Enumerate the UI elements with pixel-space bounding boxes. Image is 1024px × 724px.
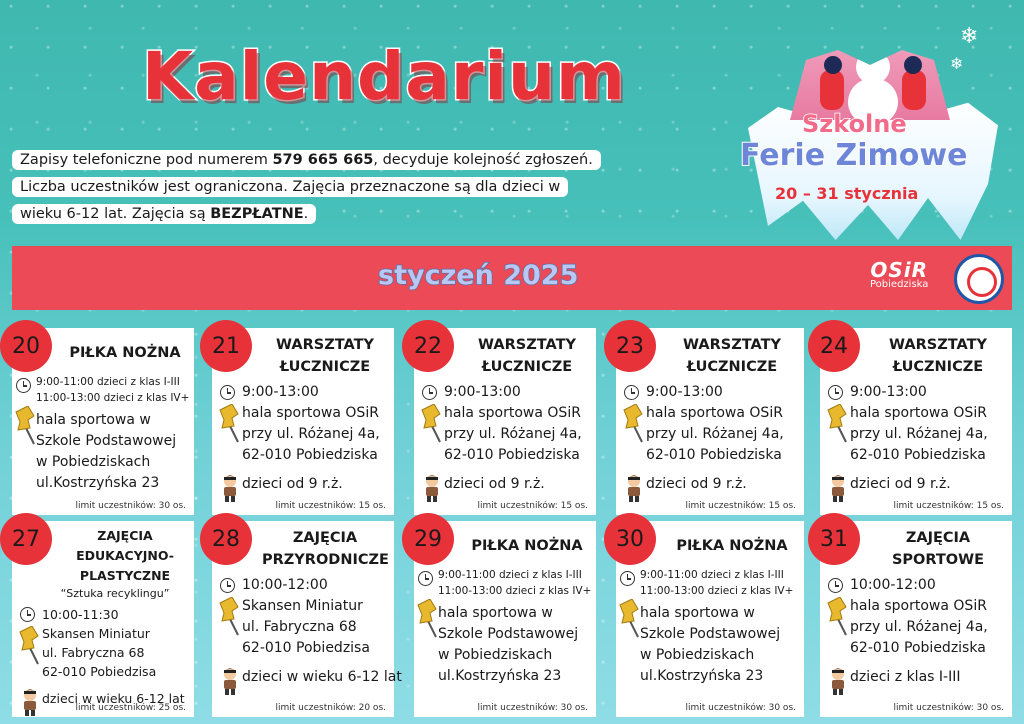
location-line: 62-010 Pobiedziska xyxy=(850,640,986,656)
snowflake-icon: ❄ xyxy=(960,24,979,49)
audience-line: dzieci w wieku 6-12 lat xyxy=(242,669,402,685)
activity-title: PRZYRODNICZE xyxy=(262,552,389,568)
activity-title: WARSZTATY xyxy=(478,337,576,353)
activity-title: EDUKACYJNO- xyxy=(76,548,174,563)
location-line: Skansen Miniatur xyxy=(42,626,150,641)
phone-number: 579 665 665 xyxy=(272,152,374,168)
location-line: hala sportowa OSiR xyxy=(646,405,783,421)
day-number: 27 xyxy=(0,513,52,565)
activity-title: WARSZTATY xyxy=(683,337,781,353)
activity-title: PIŁKA NOŻNA xyxy=(69,345,181,361)
activity-title: PLASTYCZNE xyxy=(79,568,171,583)
activity-title: ZAJĘCIA xyxy=(97,528,153,543)
location-line: hala sportowa OSiR xyxy=(242,405,379,421)
location-line: hala sportowa OSiR xyxy=(850,598,987,614)
location-line: w Pobiedziskach xyxy=(36,454,151,470)
pushpin-icon xyxy=(218,597,244,637)
child-icon xyxy=(220,667,240,695)
location-line: w Pobiedziskach xyxy=(640,647,755,663)
info-line-3: wieku 6-12 lat. Zajęcia są BEZPŁATNE. xyxy=(12,204,316,224)
location-line: 62-010 Pobiedziska xyxy=(646,447,782,463)
participant-limit: limit uczestników: 15 os. xyxy=(685,501,796,511)
participant-limit: limit uczestników: 15 os. xyxy=(275,501,386,511)
info-line-2: Liczba uczestników jest ograniczona. Zajęcia przeznaczone są dla dzieci w xyxy=(12,177,568,197)
clock-icon xyxy=(220,385,235,400)
location-line: ul.Kostrzyńska 23 xyxy=(438,668,562,684)
participant-limit: limit uczestników: 15 os. xyxy=(477,501,588,511)
clock-icon xyxy=(220,578,235,593)
pushpin-icon xyxy=(826,404,852,444)
clock-icon xyxy=(828,578,843,593)
pushpin-icon xyxy=(218,404,244,444)
time-line: 10:00-11:30 xyxy=(42,607,119,622)
location-line: 62-010 Pobiedziska xyxy=(242,447,378,463)
clock-icon xyxy=(624,385,639,400)
location-line: ul.Kostrzyńska 23 xyxy=(36,475,160,491)
schedule-line: 9:00-11:00 dzieci z klas I-III xyxy=(438,569,582,581)
winter-holidays-logo xyxy=(720,0,1024,245)
day-number: 29 xyxy=(402,513,454,565)
location-line: przy ul. Różanej 4a, xyxy=(646,426,784,442)
child-icon xyxy=(20,688,40,716)
participant-limit: limit uczestników: 20 os. xyxy=(275,703,386,713)
schedule-line: 9:00-11:00 dzieci z klas I-III xyxy=(36,376,180,388)
schedule-line: 11:00-13:00 dzieci z klas IV+ xyxy=(438,585,592,597)
location-line: hala sportowa w xyxy=(36,412,151,428)
activity-title: SPORTOWE xyxy=(891,552,985,568)
location-line: hala sportowa OSiR xyxy=(444,405,581,421)
activity-title: ŁUCZNICZE xyxy=(279,359,371,375)
day-number: 22 xyxy=(402,320,454,372)
location-line: hala sportowa OSiR xyxy=(850,405,987,421)
location-line: przy ul. Różanej 4a, xyxy=(444,426,582,442)
time-line: 10:00-12:00 xyxy=(850,577,936,593)
activity-title: PIŁKA NOŻNA xyxy=(676,538,788,554)
location-line: przy ul. Różanej 4a, xyxy=(850,426,988,442)
location-line: przy ul. Różanej 4a, xyxy=(850,619,988,635)
month-banner xyxy=(12,246,1012,310)
schedule-line: 11:00-13:00 dzieci z klas IV+ xyxy=(640,585,794,597)
audience-line: dzieci od 9 r.ż. xyxy=(646,476,747,492)
osir-logo-text: OSiR xyxy=(870,258,929,282)
snowflake-icon: ❄ xyxy=(950,54,964,73)
page-title: Kalendarium xyxy=(142,38,626,115)
location-line: Szkole Podstawowej xyxy=(438,626,579,642)
pushpin-icon xyxy=(826,597,852,637)
time-line: 9:00-13:00 xyxy=(444,384,521,400)
activity-title: ZAJĘCIA xyxy=(292,530,358,546)
participant-limit: limit uczestników: 30 os. xyxy=(75,501,186,511)
clock-icon xyxy=(620,571,635,586)
activity-title: ZAJĘCIA xyxy=(905,530,971,546)
activity-title: ŁUCZNICZE xyxy=(892,359,984,375)
activity-title: WARSZTATY xyxy=(276,337,374,353)
location-line: przy ul. Różanej 4a, xyxy=(242,426,380,442)
child-icon xyxy=(220,474,240,502)
location-line: 62-010 Pobiedziska xyxy=(444,447,580,463)
logo-word-1: Szkolne xyxy=(802,110,907,138)
child-icon xyxy=(828,667,848,695)
activity-title: ŁUCZNICZE xyxy=(481,359,573,375)
location-line: 62-010 Pobiedziska xyxy=(850,447,986,463)
location-line: hala sportowa w xyxy=(640,605,755,621)
day-number: 20 xyxy=(0,320,52,372)
info-line-1: Zapisy telefoniczne pod numerem 579 665 665, decyduje kolejność zgłoszeń. xyxy=(12,150,601,170)
location-line: 62-010 Pobiedzisa xyxy=(242,640,370,656)
audience-line: dzieci od 9 r.ż. xyxy=(850,476,951,492)
location-line: ul. Fabryczna 68 xyxy=(42,645,145,660)
location-line: 62-010 Pobiedzisa xyxy=(42,664,157,679)
participant-limit: limit uczestników: 30 os. xyxy=(685,703,796,713)
participant-limit: limit uczestników: 30 os. xyxy=(477,703,588,713)
day-number: 23 xyxy=(604,320,656,372)
clock-icon xyxy=(828,385,843,400)
time-line: 9:00-13:00 xyxy=(646,384,723,400)
audience-line: dzieci od 9 r.ż. xyxy=(242,476,343,492)
clock-icon xyxy=(418,571,433,586)
clock-icon xyxy=(16,378,31,393)
logo-dates: 20 – 31 stycznia xyxy=(775,184,919,203)
day-number: 21 xyxy=(200,320,252,372)
clock-icon xyxy=(20,607,35,622)
pushpin-icon xyxy=(18,626,44,666)
info-text xyxy=(12,147,684,228)
audience-line: dzieci z klas I-III xyxy=(850,669,961,685)
child-icon xyxy=(828,474,848,502)
location-line: ul. Fabryczna 68 xyxy=(242,619,357,635)
logo-word-2: Ferie Zimowe xyxy=(740,138,968,173)
schedule-line: 9:00-11:00 dzieci z klas I-III xyxy=(640,569,784,581)
activity-title: WARSZTATY xyxy=(889,337,987,353)
snowman-scene-graphic xyxy=(790,20,950,120)
audience-line: dzieci od 9 r.ż. xyxy=(444,476,545,492)
osir-logo-subtext: Pobiedziska xyxy=(870,279,929,290)
participant-limit: limit uczestników: 25 os. xyxy=(75,703,186,713)
location-line: hala sportowa w xyxy=(438,605,553,621)
activity-subtitle: “Sztuka recyklingu” xyxy=(60,587,170,600)
time-line: 9:00-13:00 xyxy=(242,384,319,400)
osir-logo xyxy=(870,258,928,290)
location-line: ul.Kostrzyńska 23 xyxy=(640,668,764,684)
activity-title: PIŁKA NOŻNA xyxy=(471,538,583,554)
day-number: 24 xyxy=(808,320,860,372)
participant-limit: limit uczestników: 30 os. xyxy=(893,703,1004,713)
association-logo xyxy=(954,254,1004,304)
schedule-line: 11:00-13:00 dzieci z klas IV+ xyxy=(36,392,190,404)
location-line: Szkole Podstawowej xyxy=(36,433,177,449)
day-number: 28 xyxy=(200,513,252,565)
pushpin-icon xyxy=(622,404,648,444)
clock-icon xyxy=(422,385,437,400)
free-label: BEZPŁATNE xyxy=(210,206,304,222)
location-line: Szkole Podstawowej xyxy=(640,626,781,642)
child-icon xyxy=(422,474,442,502)
participant-limit: limit uczestników: 15 os. xyxy=(893,501,1004,511)
day-number: 31 xyxy=(808,513,860,565)
pushpin-icon xyxy=(420,404,446,444)
activity-title: ŁUCZNICZE xyxy=(686,359,778,375)
day-number: 30 xyxy=(604,513,656,565)
time-line: 9:00-13:00 xyxy=(850,384,927,400)
time-line: 10:00-12:00 xyxy=(242,577,328,593)
audience-line: dzieci w wieku 6-12 lat xyxy=(42,691,185,706)
location-line: Skansen Miniatur xyxy=(242,598,363,614)
month-title: styczeń 2025 xyxy=(378,260,579,291)
location-line: w Pobiedziskach xyxy=(438,647,553,663)
child-icon xyxy=(624,474,644,502)
